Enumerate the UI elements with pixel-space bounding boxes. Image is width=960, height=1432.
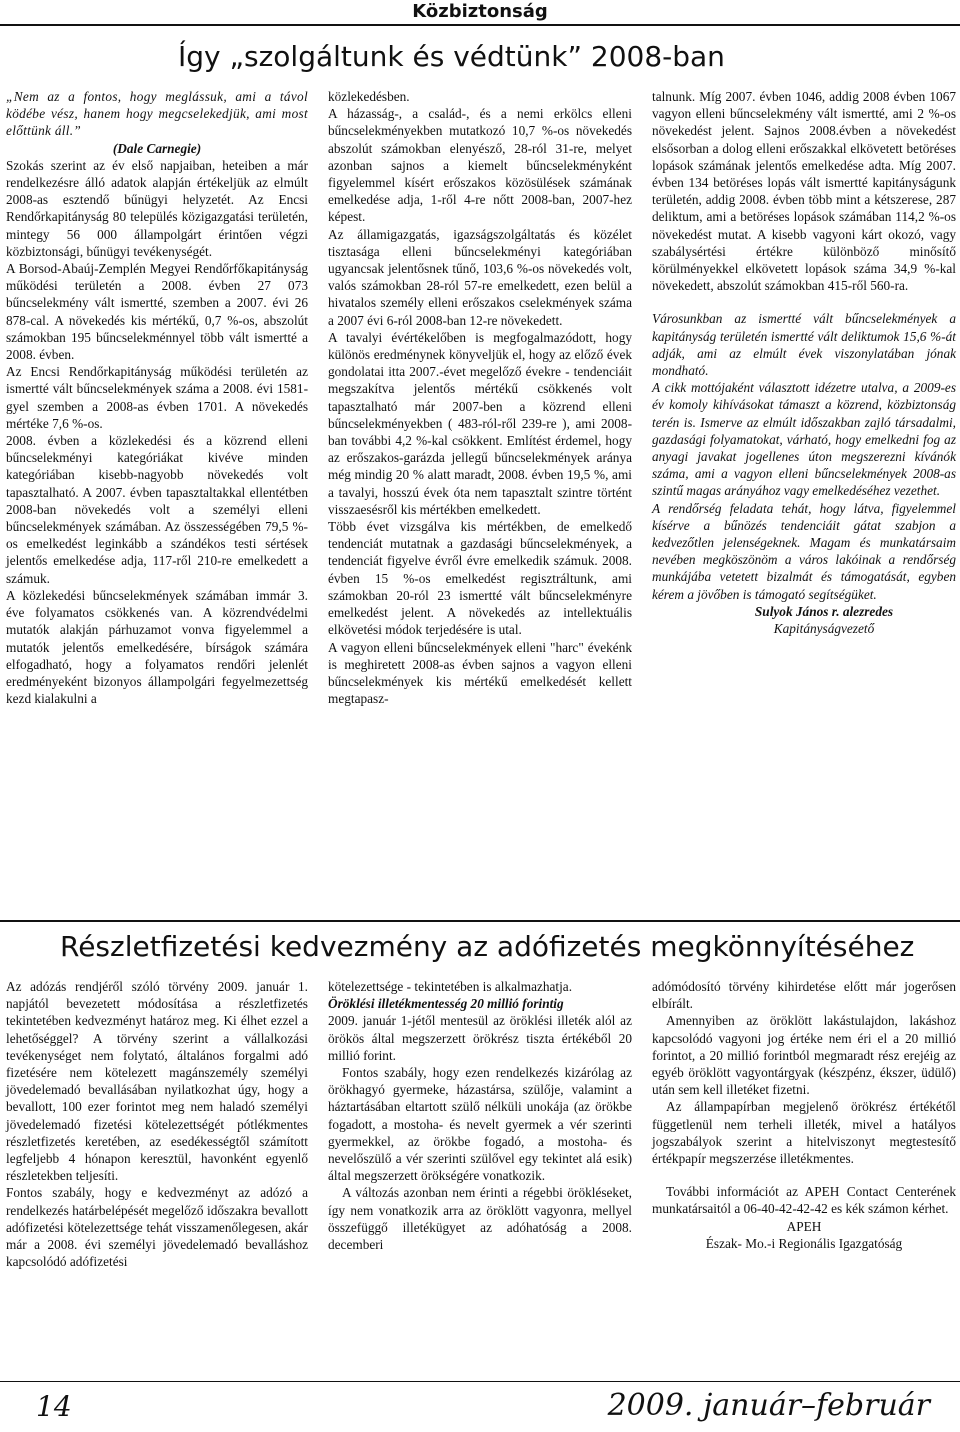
page-number: 14: [36, 1390, 72, 1423]
motto-author: (Dale Carnegie): [112, 140, 202, 156]
article2-column-1: [6, 978, 308, 1270]
paragraph: kötelezettsége - tekintetében is alkalmazhatja.: [328, 979, 573, 994]
issue-date: 2009. január–február: [607, 1388, 930, 1423]
signature-title: Kapitányságvezető: [773, 621, 875, 637]
paragraph: Az államigazgatás, igazságszolgáltatás és közélet tisztasága elleni bűncselekményi kategóriában ugyancsak jelentősnek tűnő, 103,6 %-os növekedés volt, valós számokban 28-ról 57-re emelkedett, ezen belül a hivatalos személy elleni erőszakos cselekmények száma a 2007 évi 6-ról 2008-ban 12-re növekedett.: [328, 226, 632, 328]
paragraph: Fontos szabály, hogy e kedvezményt az adózó a rendelkezés határbelépését megelőző időszakra bevallott adófizetési kötelezettsége tehát visszamenőlegesen, akár már a 2008. évi személyi jövedelemadó bevalláshoz kapcsolódó adófizetési: [6, 1185, 308, 1270]
paragraph: Fontos szabály, hogy ezen rendelkezés kizárólag az örökhagyó gyermeke, házastársa, szülője, valamint a háztartásában eltartott szülő nélküli unokája (az örökbe fogadott, a mostoha- és nevelt gyermek a vér szerinti gyermekkel, az örökbe fogadó, a mostoha- és nevelőszülő a vér szerinti szülővel egy tekintet alá esik) által megszerzett örökségére vonatkozik.: [328, 1065, 632, 1184]
paragraph: A Borsod-Abaúj-Zemplén Megyei Rendőrfőkapitányság működési területén a 2008. évben 27 073 bűncselekmény vált ismertté, szemben a 2007. évi 26 878-cal. A növekedés kis mértékű, 0,7 %-os, abszolút számokban 195 bűncselekménnyel több vált ismertté a 2008. évben.: [6, 261, 308, 363]
paragraph: A közlekedési bűncselekmények számában immár 3. éve folyamatos csökkenés van. A közrendvédelmi mutatók alakján párhuzamot vonva figyelemmel a mutatók jelentős emelkedésére, bírságok számára elfogadható, hogy a folyamatos rendőri jelenlét eredményeként bizonyos állampolgári fegyelmezettség kezd kialakulni a: [6, 587, 308, 707]
paragraph: Amennyiben az öröklött lakástulajdon, lakáshoz kapcsolódó vagyoni jog értéke nem éri el a 20 millió forintot, a 20 millió forintból megmaradt rész erejéig az egyéb öröklött vagyontárgyak (készpénz, ékszer, üdülő) után sem kell illetéket fizetni.: [652, 1013, 956, 1098]
signature-name: Sulyok János r. alezredes: [754, 603, 894, 619]
paragraph: A rendőrség feladata tehát, hogy látva, figyelemmel kísérve a bűnözés tendenciáit gátat szabjon a kedvezőtlen jelenségeknek. Magam és munkatársaim nevében megköszönöm a város lakóinak a rendőrség munkájába vetetett bizalmát és támogatását, egyben kérem a jövőben is támogató segítségüket.: [652, 500, 956, 602]
paragraph: Az Encsi Rendőrkapitányság működési területén az ismertté vált bűncselekmények száma a 2008. évi 1581-gyel szemben a 2008-as évben 1701. A növekedés mértéke 7,6 %-os.: [6, 364, 308, 431]
paragraph: Az adózás rendjéről szóló törvény 2009. január 1. napjától bevezetett módosítása a részletfizetés tekintetében kedvezményt határoz meg. Ki élhet ezzel a lehetőséggel? A törvény szerint a vállalkozási tevékenységet nem folytató, általános forgalmi adó fizetésére nem kötelezett magánszemély személyi jövedelemadó bevallásában nyilatkozhat úgy, hogy a bevallott, 100 ezer forintot meg nem haladó személyi jövedelemadó fizetési kötelezettségét pótlékmentes részletfizetés keretében, az esedékességtől számított legfeljebb 4 hónapon keresztül, havonként egyenlő részletekben teljesíti.: [6, 979, 308, 1184]
article1-column-2: [328, 88, 632, 707]
paragraph: Az állampapírban megjelenő örökrész értékétől függetlenül nem terheli illeték, mivel a hatályos jogszabályok szerint a hitelviszonyt megtestesítő értékpapír megszerzése illetékmentes.: [652, 1099, 956, 1167]
article1-headline: Így „szolgáltunk és védtünk” 2008-ban: [178, 40, 725, 73]
motto-quote: „Nem az a fontos, hogy meglássuk, ami a távol ködébe vész, hanem hogy megcselekedjük, ami most előttünk áll.”: [6, 89, 308, 139]
paragraph: A változás azonban nem érinti a régebbi örökléseket, így nem vonatkozik arra az öröklött vagyonra, mellyel összefüggő illetékügyet az adóhatóság a 2008. decemberi: [328, 1185, 632, 1253]
paragraph: A tavalyi évértékelőben is megfogalmazódott, hogy különös eredménynek könyveljük el, hogy az előző évek gondolatai itta 2007.-évet megelőző évekre - tendenciáit megszakítva jelentős mértékű csökkenés volt tapasztalható már 2007-ben a közrend elleni bűncselekményekben ( 483-ról-ről 239-re ), ami 2008-ban további 4,2 %-kal csökkent. Említést érdemel, hogy az erőszakos-garázda jellegű bűncselekmények aránya még mindig 20 % alatt maradt, 2008. évben 19,5 %, ami a tavalyi, hosszú évek óta nem tapasztalt szintre történt visszaesésről kis mértékben emelkedett.: [328, 329, 632, 517]
paragraph: Több évet vizsgálva kis mértékben, de emelkedő tendenciát mutatnak a gazdasági bűncselekmények, a tendenciát figyelve évről évre emelkedik számuk. 2008. évben 15 %-os emelkedést regisztráltunk, ami számokban 20-ról 23 ismertté vált bűncselekményre emelkedést jelent. A növekedés az intellektuális elkövetési módok terjedésére is utal.: [328, 519, 632, 638]
article2-headline: Részletfizetési kedvezmény az adófizetés megkönnyítéséhez: [60, 930, 915, 963]
article2-column-2: [328, 978, 632, 1253]
header-rule: [0, 24, 960, 26]
paragraph: 2009. január 1-jétől mentesül az öröklési illeték alól az örökös által megszerzett örökrész tiszta értékéből 20 millió forint.: [328, 1013, 632, 1063]
article1-column-3: [652, 88, 956, 637]
paragraph: közlekedésben.: [328, 89, 410, 104]
subheading: Öröklési illetékmentesség 20 millió forintig: [328, 996, 564, 1012]
paragraph: A házasság-, a család-, és a nemi erkölcs elleni bűncselekményekben mutatkozó 10,7 %-os növekedés abszolút számokban elenyésző, 28-ról 31-re, melyet azonban sajnos a kiemelt bűncselekményként figyelemmel kísért erőszakos közösülések számának emelkedése adja, 1-ről 4-re nőtt 2008-ban, 2007-hez képest.: [328, 106, 632, 225]
paragraph: A cikk mottójaként választott idézetre utalva, a 2009-es év komoly kihívásokat támaszt a közrend, közbiztonság terén is. Ismerve az elmúlt időszakban zajló társadalmi, gazdasági folyamatokat, várható, hogy emelkedni fog az anyagi javakat jogellenes úton megszerezni kívánók száma, ami a vagyon elleni bűncselekmények 2008-as szintű magas arányához vagy emelkedéséhez vezethet.: [652, 380, 956, 499]
paragraph: adómódosító törvény kihirdetése előtt már jogerősen elbírált.: [652, 979, 956, 1012]
org-name: APEH: [786, 1218, 822, 1234]
paragraph: Szokás szerint az év első napjaiban, heteiben a már rendelkezésre álló adatok alapján értékeljük az elmúlt 2008-as esztendő bűnügyi helyzetét. Az Encsi Rendőrkapitányság 80 település közigazgatási területén, mintegy 56 000 állampolgárt érintően végzi közbiztonsági, bűnügyi tevékenységét.: [6, 157, 308, 259]
footer-rule: [0, 1381, 960, 1382]
article1-column-1: [6, 88, 308, 707]
paragraph: További információt az APEH Contact Centerének munkatársaitól a 06-40-42-42-42 es kék számon kérhet.: [652, 1184, 956, 1217]
paragraph: 2008. évben a közlekedési és a közrend elleni bűncselekményi kategóriákat kivéve minden kategóriában kisebb-nagyobb növekedés volt tapasztalható. A 2007. évben tapasztaltakkal ellentétben 2008-ban növekedés volt a személyi elleni bűncselekmények számában. Az összességében 79,5 %-os emelkedést leginkább a szándékos testi sértések jelentős emelkedése adja, 117-ről 210-re emelkedett a számuk.: [6, 433, 308, 586]
org-subtitle: Észak- Mo.-i Regionális Igazgatóság: [705, 1235, 903, 1251]
article-separator: [0, 920, 960, 922]
paragraph: talnunk. Míg 2007. évben 1046, addig 2008 évben 1067 vagyon elleni bűncselekmény vált ismertté, ami 2 %-os növekedést jelent. Sajnos 2008.évben a növekedést elsősorban a dolog elleni erőszakkal elkövetett betöréses lopások számának jelentős emelkedése adta. Míg 2007. évben 134 betöréses lopás vált ismertté kapitányságunk területén, addig 2008. évben több mint a kétszerese, 287 deliktum, ami a betöréses lopások számában 114,2 %-os növekedést mutat. A kisebb vagyoni kárt okozó, vagy szabálysértési értékre különböző minősítő körülményekkel elkövetett lopások száma 34,9 %-kal növekedett, abszolút számokban 415-ről 560-ra.: [652, 89, 956, 294]
article2-column-3: [652, 978, 956, 1252]
paragraph: A vagyon elleni bűncselekmények elleni "harc" évekénk is meghiretett 2008-as évben sajnos a vagyon elleni bűncselekmények kis mértékű emelkedését kellett megtapasz-: [328, 639, 632, 707]
section-label: Közbiztonság: [412, 1, 548, 22]
paragraph: Városunkban az ismertté vált bűncselekmények a kapitányság területén ismertté vált deliktumok 15,6 %-át adják, ami az elmúlt évek viszonylatában jónak mondható.: [652, 311, 956, 379]
